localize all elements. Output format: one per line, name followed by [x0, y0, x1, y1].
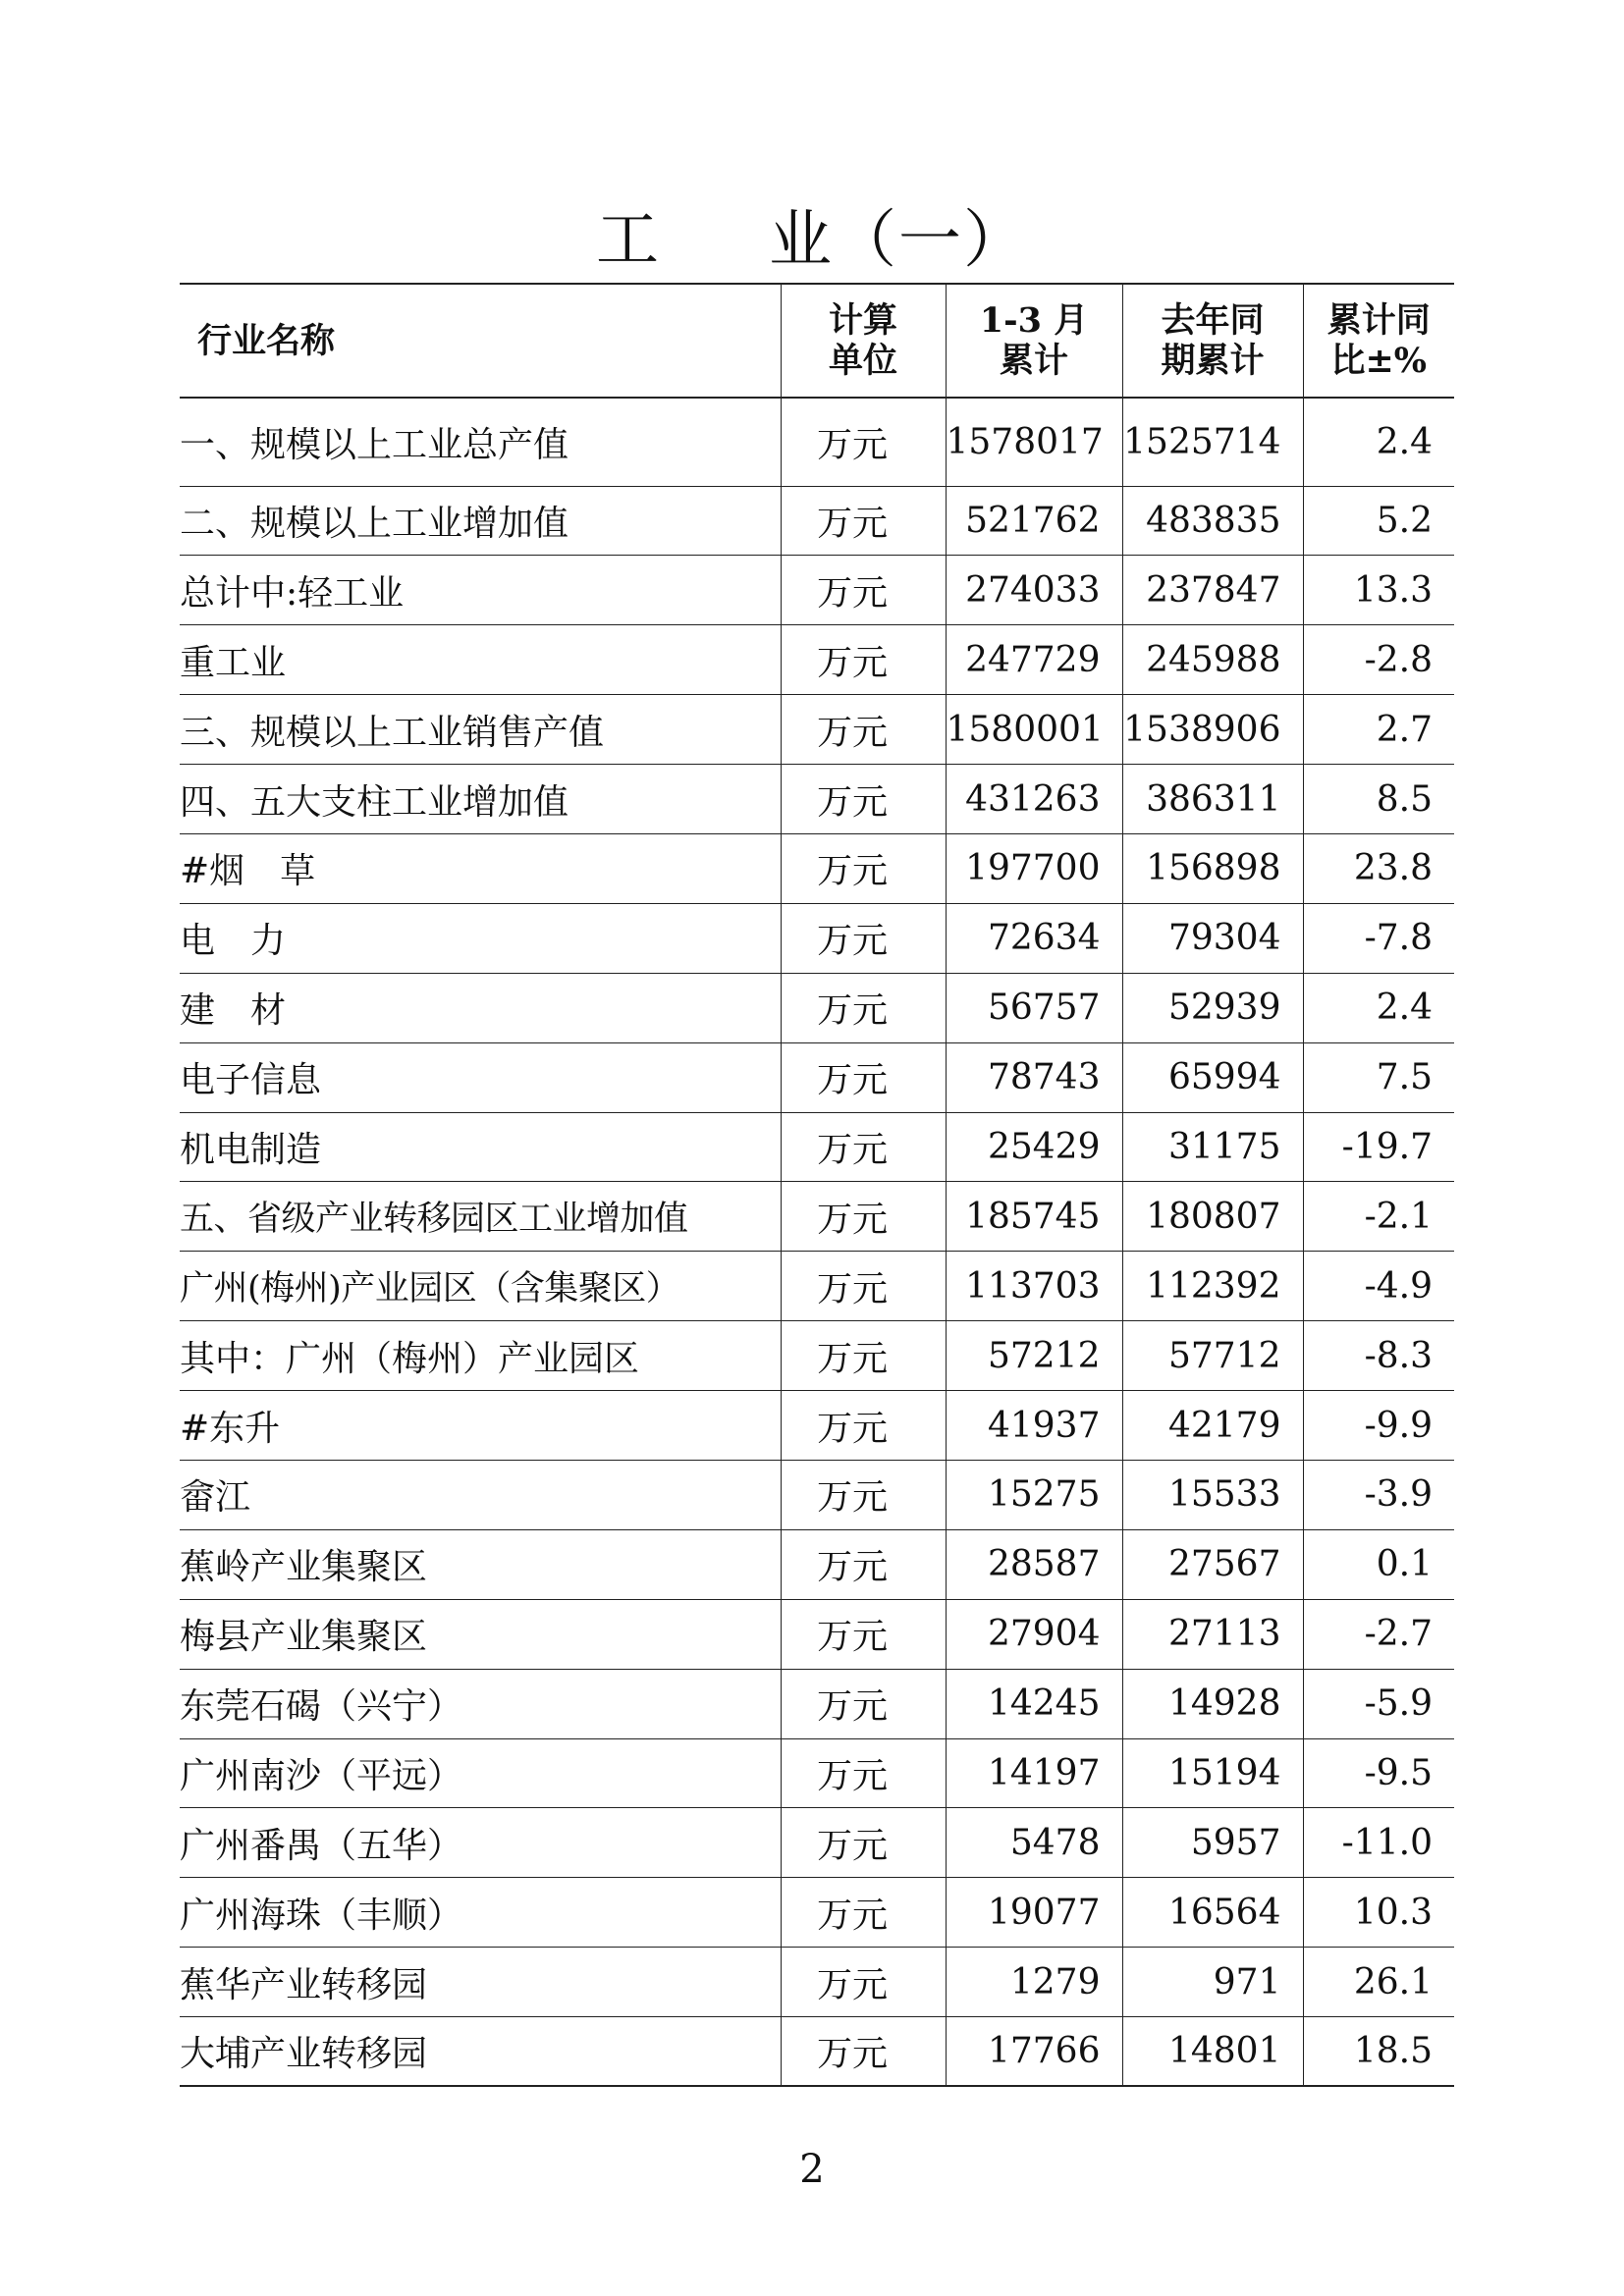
row-previous: 14801: [1122, 2017, 1303, 2087]
row-change: -5.9: [1303, 1669, 1454, 1738]
row-name: 五、省级产业转移园区工业增加值: [180, 1200, 688, 1240]
row-change: -2.8: [1303, 625, 1454, 695]
row-unit: 万元: [781, 556, 946, 625]
row-previous: 14928: [1122, 1669, 1303, 1738]
row-name: 蕉岭产业集聚区: [180, 1547, 428, 1588]
row-name: 三、规模以上工业销售产值: [180, 712, 605, 753]
row-current: 72634: [946, 903, 1122, 973]
table-row: [180, 973, 1454, 1042]
row-unit: 万元: [781, 833, 946, 903]
row-current: 113703: [946, 1252, 1122, 1321]
row-previous: 31175: [1122, 1112, 1303, 1182]
table-row: [180, 556, 1454, 625]
row-change: 8.5: [1303, 765, 1454, 834]
row-change: 10.3: [1303, 1878, 1454, 1948]
table-row: [180, 486, 1454, 556]
page-title: [0, 201, 1624, 280]
row-name: 梅县产业集聚区: [180, 1617, 428, 1658]
row-previous: 57712: [1122, 1321, 1303, 1391]
row-unit: 万元: [781, 1529, 946, 1599]
row-current: 14245: [946, 1669, 1122, 1738]
row-previous: 1538906: [1122, 695, 1303, 765]
table-row: [180, 765, 1454, 834]
row-change: -11.0: [1303, 1808, 1454, 1878]
table-row: [180, 1112, 1454, 1182]
row-current: 15275: [946, 1460, 1122, 1529]
table-row: [180, 1738, 1454, 1808]
table-row: [180, 1042, 1454, 1112]
row-previous: 5957: [1122, 1808, 1303, 1878]
header-change-line1: 累计同: [1326, 300, 1431, 341]
header-unit: [781, 284, 946, 398]
table-row: [180, 625, 1454, 695]
row-previous: 156898: [1122, 833, 1303, 903]
row-unit: 万元: [781, 695, 946, 765]
row-current: 27904: [946, 1599, 1122, 1669]
row-name: 四、五大支柱工业增加值: [180, 781, 569, 823]
row-previous: 245988: [1122, 625, 1303, 695]
row-change: 26.1: [1303, 1948, 1454, 2017]
header-previous-line2: 期累计: [1161, 341, 1265, 381]
table-row: [180, 1669, 1454, 1738]
table-row: [180, 1529, 1454, 1599]
table-row: [180, 1808, 1454, 1878]
table-row: [180, 1182, 1454, 1252]
table-row: [180, 1460, 1454, 1529]
header-current-line2: 累计: [999, 341, 1068, 381]
page-number: 2: [799, 2147, 825, 2192]
row-name: 建 材: [180, 990, 287, 1032]
row-name: 重工业: [180, 642, 287, 683]
row-change: 2.4: [1303, 973, 1454, 1042]
row-current: 197700: [946, 833, 1122, 903]
row-name: 电 力: [180, 921, 287, 962]
row-unit: 万元: [781, 486, 946, 556]
row-current: 1580001: [946, 695, 1122, 765]
row-name: 总计中:轻工业: [180, 572, 405, 614]
row-unit: 万元: [781, 1948, 946, 2017]
row-change: -2.7: [1303, 1599, 1454, 1669]
row-name: 广州海珠（丰顺）: [180, 1895, 463, 1936]
row-previous: 180807: [1122, 1182, 1303, 1252]
row-unit: 万元: [781, 1808, 946, 1878]
row-previous: 971: [1122, 1948, 1303, 2017]
row-previous: 15533: [1122, 1460, 1303, 1529]
row-unit: 万元: [781, 1391, 946, 1461]
row-current: 521762: [946, 486, 1122, 556]
table-row: [180, 2017, 1454, 2087]
row-unit: 万元: [781, 973, 946, 1042]
row-current: 28587: [946, 1529, 1122, 1599]
row-change: 5.2: [1303, 486, 1454, 556]
row-change: -4.9: [1303, 1252, 1454, 1321]
table-row: [180, 903, 1454, 973]
row-name: 东莞石碣（兴宁）: [180, 1686, 463, 1728]
row-unit: 万元: [781, 1182, 946, 1252]
header-unit-line2: 单位: [828, 341, 897, 381]
row-previous: 52939: [1122, 973, 1303, 1042]
row-current: 185745: [946, 1182, 1122, 1252]
row-name: 电子信息: [180, 1060, 322, 1101]
row-previous: 237847: [1122, 556, 1303, 625]
table-row: [180, 1878, 1454, 1948]
row-change: 7.5: [1303, 1042, 1454, 1112]
row-name: 畲江: [180, 1477, 251, 1519]
header-unit-line1: 计算: [828, 300, 897, 341]
table-row: [180, 1391, 1454, 1461]
row-change: 0.1: [1303, 1529, 1454, 1599]
row-previous: 79304: [1122, 903, 1303, 973]
header-industry-name: 行业名称: [197, 320, 336, 361]
row-name: 大埔产业转移园: [180, 2034, 428, 2075]
row-unit: 万元: [781, 1878, 946, 1948]
row-name: #烟 草: [180, 851, 316, 892]
header-current: [946, 284, 1122, 398]
row-current: 14197: [946, 1738, 1122, 1808]
row-change: 13.3: [1303, 556, 1454, 625]
row-previous: 386311: [1122, 765, 1303, 834]
row-current: 19077: [946, 1878, 1122, 1948]
industry-stats-table: [180, 283, 1454, 2087]
row-change: -9.9: [1303, 1391, 1454, 1461]
row-current: 1578017: [946, 398, 1122, 486]
row-name: 机电制造: [180, 1129, 322, 1170]
row-name: 广州番禺（五华）: [180, 1825, 463, 1866]
row-current: 17766: [946, 2017, 1122, 2087]
row-previous: 16564: [1122, 1878, 1303, 1948]
table-row: [180, 1321, 1454, 1391]
row-change: 2.7: [1303, 695, 1454, 765]
row-change: -19.7: [1303, 1112, 1454, 1182]
row-name: #东升: [180, 1408, 281, 1449]
page-title-part2: 业（一）: [769, 204, 1028, 277]
header-change-line2: 比±%: [1330, 341, 1428, 381]
table-row: [180, 695, 1454, 765]
row-current: 78743: [946, 1042, 1122, 1112]
header-previous-line1: 去年同: [1161, 300, 1265, 341]
row-name: 广州(梅州)产业园区（含集聚区）: [180, 1269, 680, 1309]
row-current: 5478: [946, 1808, 1122, 1878]
row-unit: 万元: [781, 625, 946, 695]
row-unit: 万元: [781, 1669, 946, 1738]
row-current: 1279: [946, 1948, 1122, 2017]
row-change: 2.4: [1303, 398, 1454, 486]
row-unit: 万元: [781, 1252, 946, 1321]
row-name: 二、规模以上工业增加值: [180, 503, 569, 544]
row-name: 一、规模以上工业总产值: [180, 424, 569, 465]
row-change: -2.1: [1303, 1182, 1454, 1252]
row-change: 23.8: [1303, 833, 1454, 903]
row-previous: 15194: [1122, 1738, 1303, 1808]
table-header-row: [180, 284, 1454, 398]
row-change: -9.5: [1303, 1738, 1454, 1808]
table-row: [180, 833, 1454, 903]
row-unit: 万元: [781, 903, 946, 973]
row-change: 18.5: [1303, 2017, 1454, 2087]
row-previous: 27113: [1122, 1599, 1303, 1669]
row-previous: 1525714: [1122, 398, 1303, 486]
row-unit: 万元: [781, 1042, 946, 1112]
table-row: [180, 1252, 1454, 1321]
row-name: 广州南沙（平远）: [180, 1755, 463, 1796]
row-current: 247729: [946, 625, 1122, 695]
row-change: -8.3: [1303, 1321, 1454, 1391]
header-change: [1303, 284, 1454, 398]
row-unit: 万元: [781, 765, 946, 834]
header-previous: [1122, 284, 1303, 398]
row-current: 431263: [946, 765, 1122, 834]
row-unit: 万元: [781, 1599, 946, 1669]
row-current: 57212: [946, 1321, 1122, 1391]
row-previous: 27567: [1122, 1529, 1303, 1599]
row-unit: 万元: [781, 1460, 946, 1529]
row-previous: 483835: [1122, 486, 1303, 556]
row-current: 25429: [946, 1112, 1122, 1182]
row-previous: 65994: [1122, 1042, 1303, 1112]
table-row: [180, 398, 1454, 486]
table-row: [180, 1599, 1454, 1669]
row-current: 274033: [946, 556, 1122, 625]
row-change: -7.8: [1303, 903, 1454, 973]
row-unit: 万元: [781, 1321, 946, 1391]
row-previous: 112392: [1122, 1252, 1303, 1321]
row-change: -3.9: [1303, 1460, 1454, 1529]
row-name: 蕉华产业转移园: [180, 1964, 428, 2005]
row-current: 56757: [946, 973, 1122, 1042]
row-unit: 万元: [781, 1738, 946, 1808]
table-row: [180, 1948, 1454, 2017]
row-current: 41937: [946, 1391, 1122, 1461]
row-unit: 万元: [781, 1112, 946, 1182]
row-unit: 万元: [781, 398, 946, 486]
page-title-part1: 工: [596, 204, 661, 277]
row-name: 其中：广州（梅州）产业园区: [180, 1338, 640, 1379]
row-previous: 42179: [1122, 1391, 1303, 1461]
row-unit: 万元: [781, 2017, 946, 2087]
header-current-line1: 1-3 月: [979, 300, 1089, 341]
